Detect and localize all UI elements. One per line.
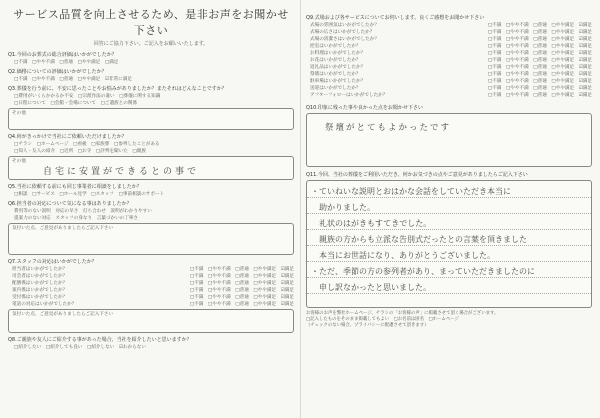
q11-line-6: ・ただ、季節の方の参列者があり、まっていただきましたのに xyxy=(311,267,535,276)
q11-line-7: 申し訳なかったと思いました。 xyxy=(311,283,431,292)
q9-row: お料理はいかがでしたか？ □不満 □やや不満 □普通 □やや満足 ☑満足 xyxy=(310,51,592,56)
q9-row: お花はいかがでしたか？ □不満 □やや不満 □普通 □やや満足 ☑満足 xyxy=(310,58,592,63)
q7-comment-label: 気付いた点、ご意見がありましたらご記入下さい xyxy=(12,312,114,317)
q9-row: 式場の広さはいかがでしたか？ □不満 □やや不満 □普通 □やや満足 ☑満足 xyxy=(310,30,592,35)
q9-row: 祭壇はいかがでしたか？ □不満 □やや不満 □普通 □やや満足 ☑満足 xyxy=(310,72,592,77)
page-subtitle: 回答にご協力下さい。ご記入をお願いいたします。 xyxy=(93,41,209,47)
q3-options-2: □日程について □会館・会場について □ご遺族との関係 xyxy=(14,101,138,106)
q6-comment-label: 気付いた点、ご意見がありましたらご記入下さい xyxy=(12,226,114,231)
question-9: Q9.式場および各サービスについてお伺いします。良くご感想をお聞かせ下さい xyxy=(306,15,485,21)
question-3: Q3.葬儀を行う前に、不安に思ったことやお悩みがありましたか？またそれはどんなことですか？ xyxy=(8,86,227,92)
q3-other-box xyxy=(8,108,294,130)
q11-line-3: 礼状のはがきもすてきでした。 xyxy=(311,219,432,228)
right-column xyxy=(306,6,592,329)
q10-comment-box xyxy=(306,113,592,167)
q3-options-1: □費用がいくらかかるか不安 □宗派作法の違い □葬儀に関する知識 xyxy=(14,94,161,99)
q4-options-2: □知人・友人の紹介 □近所 □お寺 □評判を聞いた □親族 xyxy=(14,149,146,154)
question-5: Q5.当社に依頼する前にも同じ事業者に相談をしましたか？ xyxy=(8,184,142,190)
q7-comment-box xyxy=(8,309,294,333)
q9-row: 駐車場はいかがでしたか？ □不満 □やや不満 □普通 □やや満足 ☑満足 xyxy=(310,79,592,84)
question-8: Q8.ご親族や友人にご紹介する事があった場合、当社を紹介したいと思いますか？ xyxy=(8,337,192,343)
q7-row: 担当者はいかがでしたか？ □不満 □やや不満 □普通 □やや満足 ☑満足 xyxy=(12,267,294,272)
q6-comment-box xyxy=(8,223,294,255)
q3-other-label: その他 xyxy=(12,111,26,116)
q10-handwritten: 祭壇がとてもよかったです xyxy=(325,123,452,133)
q4-other-box xyxy=(8,156,294,180)
q9-row: 送迎はいかがでしたか？ □不満 □やや不満 □普通 □やや満足 ☑満足 xyxy=(310,86,592,91)
q7-row: 案内係はいかがでしたか？ □不満 □やや不満 □普通 □やや満足 ☑満足 xyxy=(12,288,294,293)
q7-row: 受付係はいかがでしたか？ □不満 □やや不満 □普通 □やや満足 ☑満足 xyxy=(12,295,294,300)
q7-row: 司会者はいかがでしたか？ □不満 □やや不満 □普通 □やや満足 ☑満足 xyxy=(12,274,294,279)
q8-options: □紹介したい □紹介しても良い □紹介しない ☑わからない xyxy=(14,345,146,350)
q1-options: □不満 □やや不満 □普通 □やや満足 □満足 xyxy=(14,60,119,65)
question-7: Q7.スタッフの対応はいかがでしたか？ xyxy=(8,259,97,265)
q5-options: □相談 □サービス □ホール見学 □スタッフ □事前相談のサポート xyxy=(14,192,165,197)
q9-row: 返礼品はいかがでしたか？ □不満 □やや不満 □普通 □やや満足 ☑満足 xyxy=(310,65,592,70)
q4-handwritten: 自宅に安置ができるとの事で xyxy=(43,167,200,177)
q7-row: 電話の対応はいかがでしたか？ □不満 □やや不満 □普通 □やや満足 ☑満足 xyxy=(12,302,294,307)
q6-options-1: 費用等のない説明 対応の早さ 打ち合わせ 説明がわかりやすい xyxy=(14,209,152,214)
q11-line-2: 助かりました。 xyxy=(311,203,375,212)
q9-row: アフターフォローはいかがでしたか？ □不満 □やや不満 □普通 □やや満足 ☑満足 xyxy=(310,93,592,98)
page-title: サービス品質を向上させるため、是非お声をお聞かせ下さい xyxy=(13,8,289,37)
q9-row: 控室はいかがでしたか？ □不満 □やや不満 □普通 □やや満足 ☑満足 xyxy=(310,44,592,49)
q9-row: 式場の雰囲気はいかがでしたか？ □不満 □やや不満 □普通 □やや満足 ☑満足 xyxy=(310,23,592,28)
q11-line-5: 本当にお世話になり、ありがとうございました。 xyxy=(311,251,495,260)
q6-options-2: 提案力のない対応 スタッフの身なり 言葉づかいの丁寧さ xyxy=(14,216,139,221)
q9-row: 式場の清潔さはいかがでしたか？ □不満 □やや不満 □普通 □やや満足 ☑満足 xyxy=(310,37,592,42)
q4-options-1: □チラシ □ホームページ □看板 □家族葬 □参列したことがある xyxy=(14,142,160,147)
question-4: Q4.何がきっかけで当社にご依頼いただけましたか？ xyxy=(8,134,127,140)
q11-comment-box xyxy=(306,180,592,308)
q7-row: 配膳係はいかがでしたか？ □不満 □やや不満 □普通 □やや満足 ☑満足 xyxy=(12,281,294,286)
question-2: Q2.価格についての評価はいかがでしたか？ xyxy=(8,69,107,75)
footnote: お客様のお声を弊社ホームページ、チラシの「お客様の声」に掲載させて頂く場合がございます。 □記入したものをそのまま掲載してもよい □お名前は匿名 □ホームページ （チェックのない場合、プライバシーに配慮させて頂きます） xyxy=(306,311,499,328)
q11-line-1: ・ていねいな説明とおはかな会話をしていただき本当に xyxy=(311,187,511,196)
left-column xyxy=(8,6,294,350)
q2-options: □不満 □やや不満 □普通 □やや満足 ☑非常に満足 xyxy=(14,77,132,82)
q4-other-label: その他 xyxy=(12,159,26,164)
question-11: Q11.今回、当社の葬儀をご利用いただき、何かお気づきの点やご意見がありましたらご記入下さい xyxy=(306,172,528,178)
question-1: Q1.今回のお葬式の総合評価はいかがでしたか？ xyxy=(8,52,117,58)
question-6: Q6.担当者の対応について気になる事はありましたか？ xyxy=(8,201,132,207)
page-fold xyxy=(300,0,301,418)
question-10: Q10.印象に残った事や良かった点をお聞かせ下さい xyxy=(306,105,423,111)
q11-line-4: 親族の方からも立派な告別式だったとの言葉を頂きました xyxy=(311,235,527,244)
